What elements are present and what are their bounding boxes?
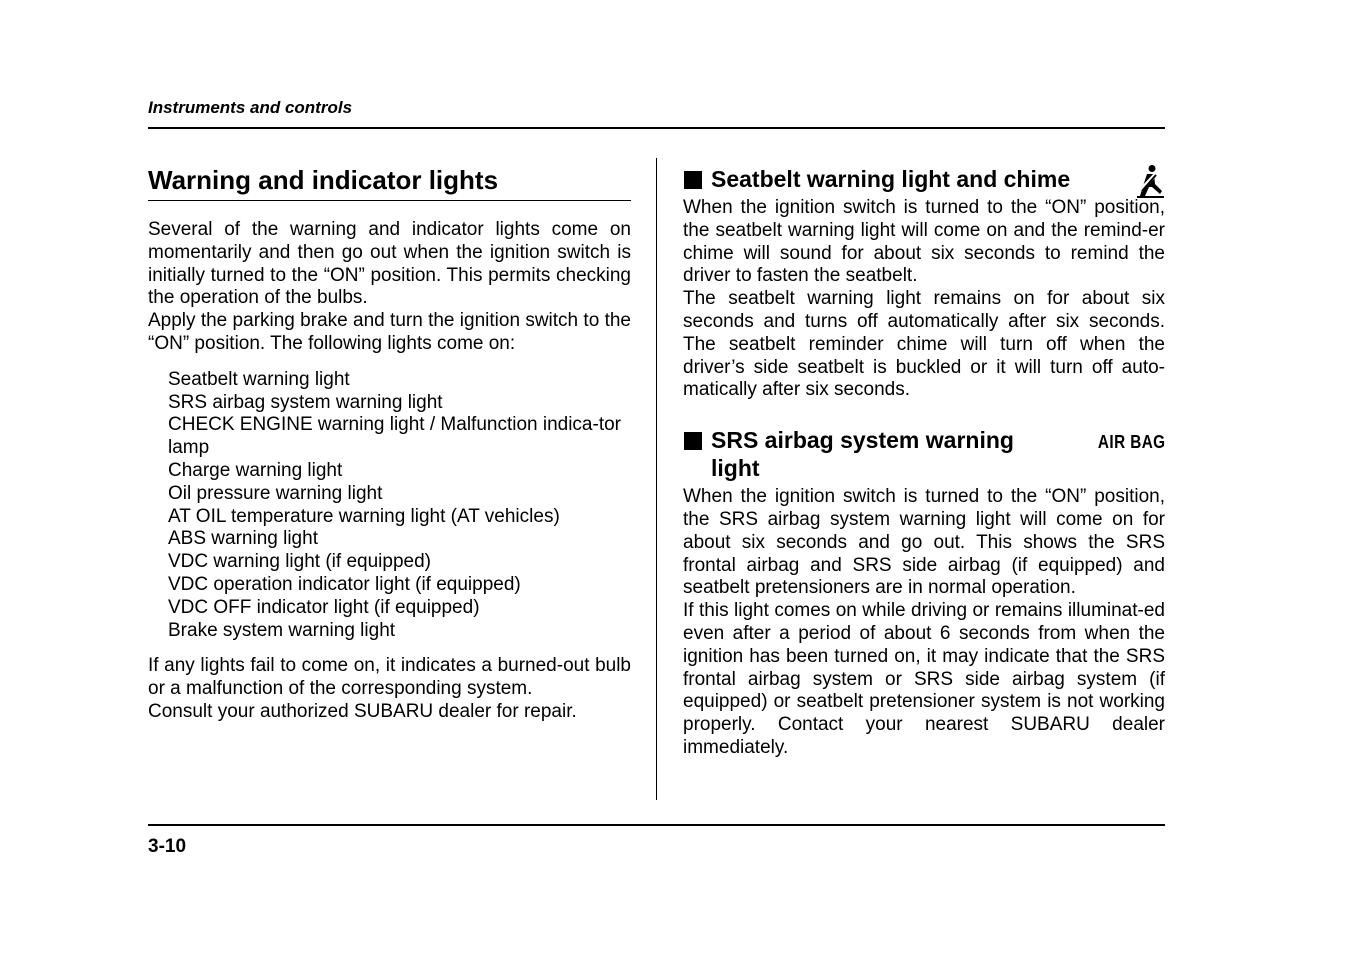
lights-list	[148, 369, 631, 643]
seatbelt-heading-text: Seatbelt warning light and chime	[711, 166, 1071, 192]
list-item: Brake system warning light	[168, 619, 396, 641]
list-item: ABS warning light	[168, 528, 318, 550]
footer-rule	[148, 824, 1165, 826]
list-item: Seatbelt warning light	[168, 368, 350, 390]
airbag-paragraph: When the ignition switch is turned to the “ON” position, the SRS airbag system warning light will come on for about six seconds and go out. This shows the SRS frontal airbag and SRS side airbag (if equipped) and seatbelt pretensioners are in normal operation.	[683, 486, 1165, 599]
square-bullet-icon	[684, 171, 702, 189]
column-divider	[656, 158, 657, 800]
right-column	[683, 162, 1165, 760]
list-item: AT OIL temperature warning light (AT vehicles)	[168, 505, 560, 527]
outro-paragraph: If any lights fail to come on, it indicates a burned-out bulb or a malfunction of the corresponding system.	[148, 655, 631, 700]
section-title: Warning and indicator lights	[148, 162, 631, 201]
page-number: 3-10	[148, 836, 187, 857]
airbag-warning-icon: AIR BAG	[1097, 432, 1165, 453]
list-item: VDC operation indicator light (if equipped)	[168, 573, 521, 595]
list-item: Charge warning light	[168, 459, 343, 481]
running-header: Instruments and controls	[148, 98, 353, 117]
left-column	[148, 162, 631, 724]
intro-paragraph: Several of the warning and indicator lights come on momentarily and then go out when the ignition switch is initially turned to the “ON” position. This permits checking the operation of the bulbs.	[148, 219, 631, 309]
airbag-heading	[683, 426, 1165, 482]
intro-paragraph-2: Apply the parking brake and turn the ignition switch to the “ON” position. The following lights come on:	[148, 310, 631, 354]
seatbelt-heading	[683, 165, 1165, 193]
header-rule	[148, 127, 1165, 129]
airbag-paragraph-2: If this light comes on while driving or remains illuminat-ed even after a period of about 6 seconds from when the ignition has been turned on, it may indicate that the SRS frontal airbag system or SRS side airbag system (if equipped) or seatbelt pretensioner system is not working properly. Contact your nearest SUBARU dealer immediately.	[683, 600, 1165, 758]
list-item: CHECK ENGINE warning light / Malfunction indica-tor lamp	[168, 414, 622, 459]
outro-paragraph-2: Consult your authorized SUBARU dealer for repair.	[148, 700, 577, 722]
square-bullet-icon	[684, 432, 702, 450]
list-item: VDC OFF indicator light (if equipped)	[168, 596, 480, 618]
list-item: Oil pressure warning light	[168, 482, 383, 504]
seatbelt-warning-icon	[1135, 164, 1165, 198]
seatbelt-paragraph: When the ignition switch is turned to the “ON” position, the seatbelt warning light will come on and the remind-er chime will sound for about six seconds to remind the driver to fasten the seatbelt.	[683, 197, 1165, 287]
list-item: SRS airbag system warning light	[168, 391, 443, 413]
list-item: VDC warning light (if equipped)	[168, 551, 431, 573]
seatbelt-paragraph-2: The seatbelt warning light remains on for about six seconds and turns off automatically after six seconds. The seatbelt reminder chime will turn off when the driver’s side seatbelt is buckled or it will turn off auto-matically after six seconds.	[683, 288, 1165, 401]
airbag-heading-text: SRS airbag system warning light	[711, 427, 1014, 482]
